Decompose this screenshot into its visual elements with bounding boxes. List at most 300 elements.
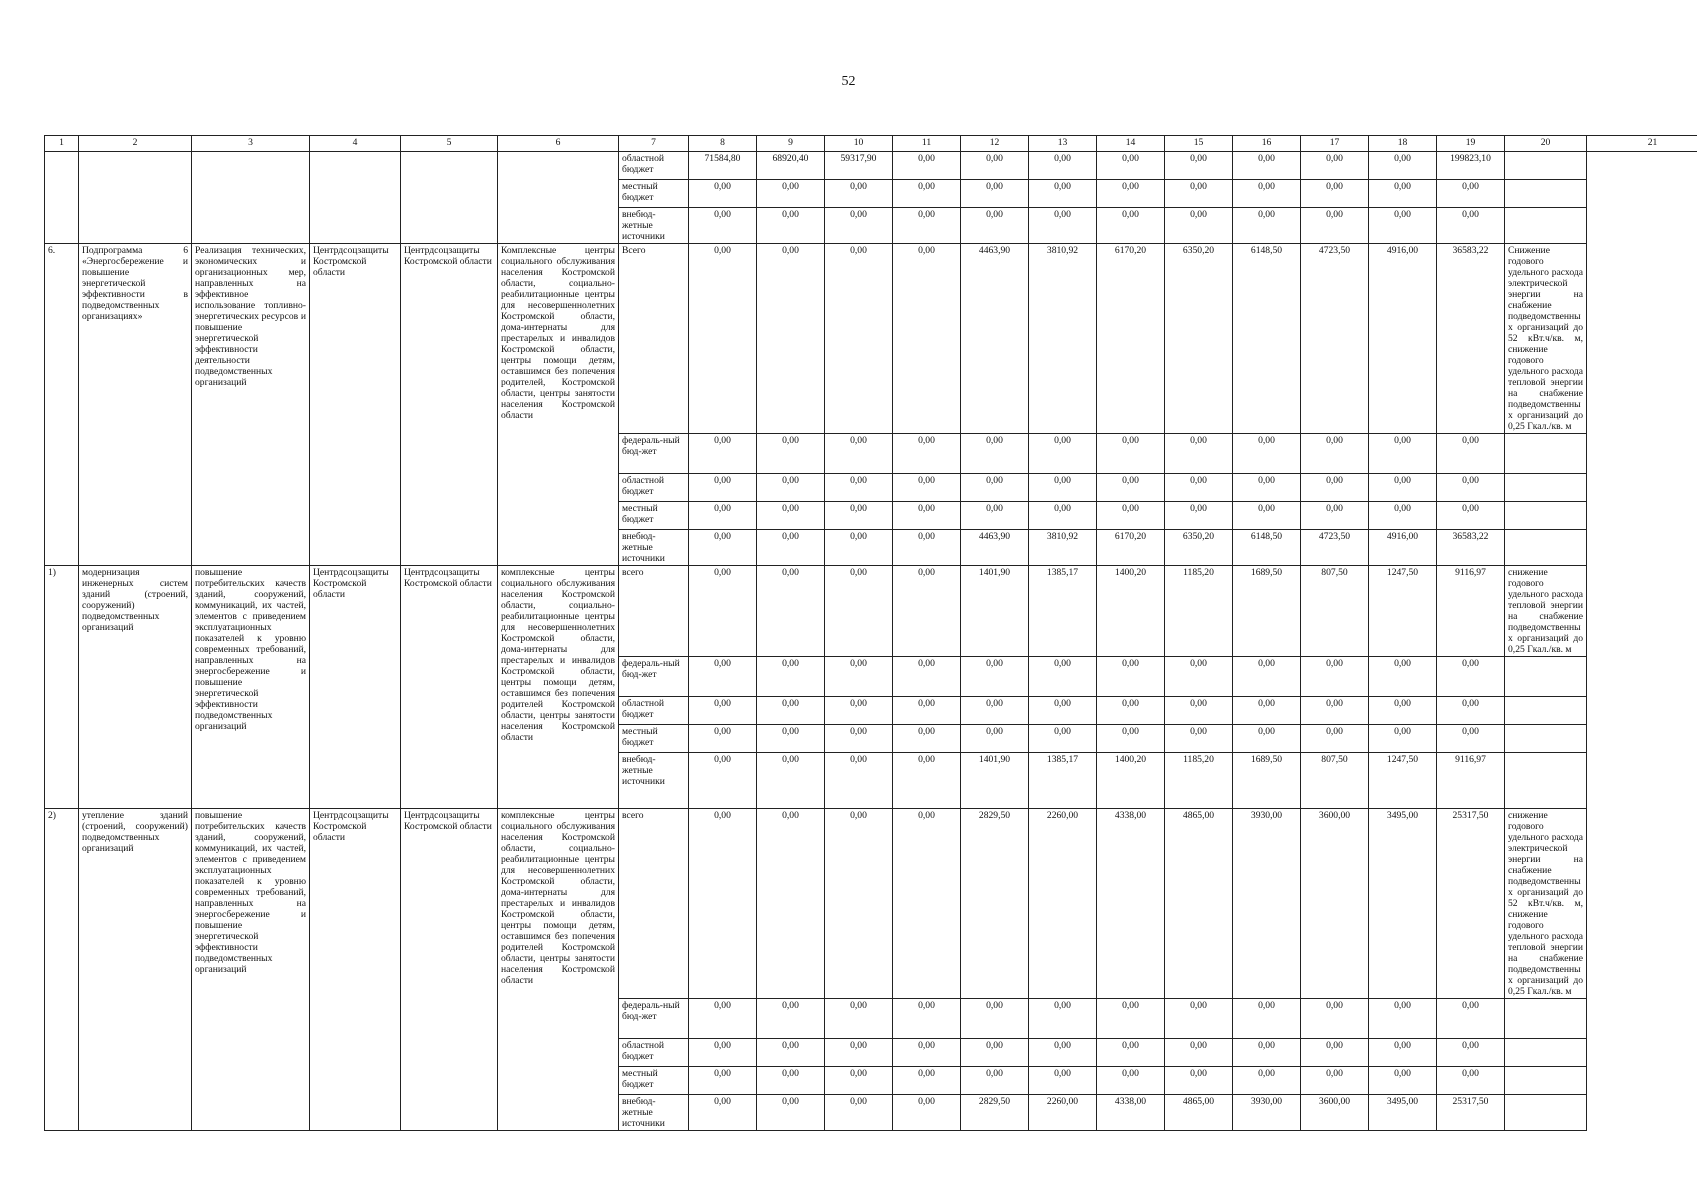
amount-cell: 0,00 <box>757 657 825 697</box>
amount-cell: 0,00 <box>1029 502 1097 530</box>
amount-cell: 6148,50 <box>1233 244 1301 434</box>
amount-cell: 0,00 <box>1097 180 1165 208</box>
amount-cell: 0,00 <box>757 809 825 999</box>
name-cell <box>79 152 192 244</box>
amount-cell: 0,00 <box>961 502 1029 530</box>
column-number: 12 <box>961 136 1029 152</box>
amount-cell: 0,00 <box>689 180 757 208</box>
item-name: утепление зданий (строений, сооружений) подведомственных организаций <box>79 809 192 1131</box>
amount-cell: 0,00 <box>757 725 825 753</box>
amount-cell: 0,00 <box>1233 434 1301 474</box>
amount-cell: 0,00 <box>1301 999 1369 1039</box>
activity-cell <box>192 152 310 244</box>
amount-cell: 0,00 <box>1165 697 1233 725</box>
amount-cell: 0,00 <box>1369 657 1437 697</box>
amount-cell: 0,00 <box>757 566 825 657</box>
amount-cell: 0,00 <box>1233 502 1301 530</box>
amount-cell: 0,00 <box>1165 180 1233 208</box>
amount-cell: 36583,22 <box>1437 530 1505 566</box>
amount-cell: 0,00 <box>825 809 893 999</box>
amount-cell: 0,00 <box>961 697 1029 725</box>
amount-cell: 3810,92 <box>1029 530 1097 566</box>
amount-cell: 0,00 <box>1437 999 1505 1039</box>
column-number: 8 <box>689 136 757 152</box>
amount-cell: 0,00 <box>825 566 893 657</box>
amount-cell: 0,00 <box>893 697 961 725</box>
amount-cell: 0,00 <box>1097 697 1165 725</box>
amount-cell: 0,00 <box>689 753 757 809</box>
amount-cell: 0,00 <box>825 999 893 1039</box>
funding-source: местный бюджет <box>619 502 689 530</box>
amount-cell: 0,00 <box>1369 474 1437 502</box>
amount-cell: 0,00 <box>825 208 893 244</box>
amount-cell: 0,00 <box>961 725 1029 753</box>
amount-cell: 2260,00 <box>1029 809 1097 999</box>
amount-cell: 0,00 <box>1301 697 1369 725</box>
amount-cell: 0,00 <box>893 1067 961 1095</box>
amount-cell: 0,00 <box>961 208 1029 244</box>
amount-cell: 0,00 <box>757 474 825 502</box>
amount-cell: 4463,90 <box>961 530 1029 566</box>
amount-cell: 0,00 <box>1029 434 1097 474</box>
amount-cell: 4338,00 <box>1097 1095 1165 1131</box>
column-number: 14 <box>1097 136 1165 152</box>
item-activity: повышение потребительских качеств зданий, сооружений, коммуникаций, их частей, элементов с приведением эксплуатационных показателей к уровню современных требований, направленных на энергосбережение и повышение энергетической эффективности подведомственных организаций <box>192 566 310 809</box>
amount-cell: 0,00 <box>757 999 825 1039</box>
column-number: 4 <box>310 136 401 152</box>
column-number: 6 <box>498 136 619 152</box>
amount-cell: 0,00 <box>1165 152 1233 180</box>
column-number: 19 <box>1437 136 1505 152</box>
amount-cell: 59317,90 <box>825 152 893 180</box>
amount-cell: 3930,00 <box>1233 1095 1301 1131</box>
amount-cell: 0,00 <box>1437 208 1505 244</box>
amount-cell: 0,00 <box>825 434 893 474</box>
amount-cell: 0,00 <box>961 474 1029 502</box>
amount-cell: 0,00 <box>689 208 757 244</box>
funding-source: местный бюджет <box>619 1067 689 1095</box>
amount-cell: 0,00 <box>1165 999 1233 1039</box>
amount-cell: 0,00 <box>1165 208 1233 244</box>
amount-cell: 0,00 <box>757 697 825 725</box>
amount-cell: 3600,00 <box>1301 809 1369 999</box>
amount-cell: 0,00 <box>1233 657 1301 697</box>
amount-cell: 6170,20 <box>1097 244 1165 434</box>
funding-source: областной бюджет <box>619 152 689 180</box>
item-executor: Центрдсоцзащиты Костромской области <box>310 566 401 809</box>
amount-cell: 3495,00 <box>1369 809 1437 999</box>
amount-cell: 0,00 <box>825 697 893 725</box>
amount-cell: 0,00 <box>1097 208 1165 244</box>
column-number: 18 <box>1369 136 1437 152</box>
amount-cell: 0,00 <box>1097 999 1165 1039</box>
amount-cell: 25317,50 <box>1437 809 1505 999</box>
item-number: 6. <box>45 244 79 566</box>
amount-cell: 0,00 <box>825 502 893 530</box>
amount-cell: 0,00 <box>1029 208 1097 244</box>
amount-cell: 4723,50 <box>1301 244 1369 434</box>
amount-cell: 0,00 <box>961 1067 1029 1095</box>
amount-cell: 0,00 <box>1165 474 1233 502</box>
result-cell <box>1505 999 1587 1039</box>
funding-source: федераль-ный бюд-жет <box>619 999 689 1039</box>
amount-cell: 4338,00 <box>1097 809 1165 999</box>
amount-cell: 0,00 <box>1233 180 1301 208</box>
amount-cell: 0,00 <box>1437 1067 1505 1095</box>
amount-cell: 0,00 <box>757 244 825 434</box>
amount-cell: 6350,20 <box>1165 244 1233 434</box>
amount-cell: 0,00 <box>893 657 961 697</box>
amount-cell: 1185,20 <box>1165 753 1233 809</box>
amount-cell: 0,00 <box>757 1095 825 1131</box>
amount-cell: 36583,22 <box>1437 244 1505 434</box>
amount-cell: 0,00 <box>825 1095 893 1131</box>
funding-source: местный бюджет <box>619 180 689 208</box>
result-cell <box>1505 502 1587 530</box>
funding-source: Всего <box>619 244 689 434</box>
amount-cell: 0,00 <box>1437 697 1505 725</box>
amount-cell: 0,00 <box>1165 725 1233 753</box>
column-number: 5 <box>401 136 498 152</box>
amount-cell: 0,00 <box>1301 725 1369 753</box>
executor-cell <box>310 152 401 244</box>
amount-cell: 0,00 <box>1097 1067 1165 1095</box>
amount-cell: 0,00 <box>689 566 757 657</box>
amount-cell: 0,00 <box>961 1039 1029 1067</box>
amount-cell: 0,00 <box>689 502 757 530</box>
amount-cell: 0,00 <box>893 753 961 809</box>
funding-source: федераль-ный бюд-жет <box>619 434 689 474</box>
result-cell <box>1505 697 1587 725</box>
amount-cell: 0,00 <box>961 152 1029 180</box>
amount-cell: 0,00 <box>757 434 825 474</box>
amount-cell: 9116,97 <box>1437 753 1505 809</box>
amount-cell: 0,00 <box>1369 208 1437 244</box>
table-row <box>45 244 1697 434</box>
item-activity: Реализация технических, экономических и организационных мер, направленных на эффективное использование топливно-энергетических ресурсов и повышение энергетической эффективности деятельности подведомственных организаций <box>192 244 310 566</box>
funding-source: внебюд-жетные источники <box>619 208 689 244</box>
amount-cell: 1689,50 <box>1233 753 1301 809</box>
amount-cell: 0,00 <box>1029 152 1097 180</box>
amount-cell: 0,00 <box>1233 474 1301 502</box>
amount-cell: 9116,97 <box>1437 566 1505 657</box>
amount-cell: 0,00 <box>1437 474 1505 502</box>
amount-cell: 0,00 <box>1029 657 1097 697</box>
column-number: 11 <box>893 136 961 152</box>
program-table <box>44 135 1697 1131</box>
amount-cell: 3600,00 <box>1301 1095 1369 1131</box>
amount-cell: 0,00 <box>1301 502 1369 530</box>
amount-cell: 0,00 <box>1233 1039 1301 1067</box>
amount-cell: 0,00 <box>1233 152 1301 180</box>
amount-cell: 0,00 <box>893 725 961 753</box>
amount-cell: 807,50 <box>1301 566 1369 657</box>
amount-cell: 0,00 <box>689 530 757 566</box>
table-row <box>45 809 1697 999</box>
amount-cell: 0,00 <box>689 725 757 753</box>
column-number: 10 <box>825 136 893 152</box>
amount-cell: 1185,20 <box>1165 566 1233 657</box>
amount-cell: 0,00 <box>1097 657 1165 697</box>
amount-cell: 4463,90 <box>961 244 1029 434</box>
amount-cell: 0,00 <box>1301 1039 1369 1067</box>
column-number-row <box>45 136 1697 152</box>
amount-cell: 0,00 <box>689 1067 757 1095</box>
amount-cell: 0,00 <box>1097 502 1165 530</box>
funding-source: местный бюджет <box>619 725 689 753</box>
amount-cell: 0,00 <box>961 999 1029 1039</box>
amount-cell: 0,00 <box>1097 725 1165 753</box>
amount-cell: 1385,17 <box>1029 753 1097 809</box>
amount-cell: 0,00 <box>1369 1067 1437 1095</box>
item-number: 1) <box>45 566 79 809</box>
amount-cell: 1401,90 <box>961 566 1029 657</box>
amount-cell: 0,00 <box>1301 474 1369 502</box>
amount-cell: 0,00 <box>1301 208 1369 244</box>
funding-source: внебюд-жетные источники <box>619 753 689 809</box>
column-number: 9 <box>757 136 825 152</box>
amount-cell: 0,00 <box>893 434 961 474</box>
amount-cell: 0,00 <box>689 1039 757 1067</box>
amount-cell: 0,00 <box>1437 725 1505 753</box>
amount-cell: 0,00 <box>1437 180 1505 208</box>
amount-cell: 0,00 <box>1369 152 1437 180</box>
amount-cell: 0,00 <box>893 152 961 180</box>
amount-cell: 0,00 <box>893 1039 961 1067</box>
item-recipients: комплексные центры социального обслуживания населения Костромской области, социально-реабилитационные центры для несовершеннолетних Костромской области, дома-интернаты для престарелых и инвалидов Костромской области, центры помощи детям, оставшимся без попечения родителей Костромской области, центры занятости населения Костромской области <box>498 809 619 1131</box>
amount-cell: 0,00 <box>1369 1039 1437 1067</box>
table-body <box>45 152 1697 1131</box>
amount-cell: 0,00 <box>893 999 961 1039</box>
amount-cell: 0,00 <box>825 530 893 566</box>
amount-cell: 25317,50 <box>1437 1095 1505 1131</box>
funding-source: внебюд-жетные источники <box>619 530 689 566</box>
amount-cell: 0,00 <box>825 1039 893 1067</box>
amount-cell: 6170,20 <box>1097 530 1165 566</box>
amount-cell: 6350,20 <box>1165 530 1233 566</box>
amount-cell: 0,00 <box>1437 1039 1505 1067</box>
amount-cell: 0,00 <box>1029 1039 1097 1067</box>
item-participant: Центрдсоцзащиты Костромской области <box>401 809 498 1131</box>
item-result: Снижение годового удельного расхода электрической энергии на снабжение подведомственных организаций до 52 кВт.ч/кв. м, снижение годового удельного расхода тепловой энергии на снабжение подведомственных организаций до 0,25 Гкал./кв. м <box>1505 244 1587 434</box>
amount-cell: 0,00 <box>1369 434 1437 474</box>
column-number: 1 <box>45 136 79 152</box>
column-number: 15 <box>1165 136 1233 152</box>
amount-cell: 6148,50 <box>1233 530 1301 566</box>
amount-cell: 0,00 <box>1369 697 1437 725</box>
amount-cell: 0,00 <box>1437 502 1505 530</box>
funding-source: областной бюджет <box>619 474 689 502</box>
amount-cell: 0,00 <box>689 657 757 697</box>
item-executor: Центрдсоцзащиты Костромской области <box>310 244 401 566</box>
page-number: 52 <box>841 74 856 89</box>
recipients-cell <box>498 152 619 244</box>
result-cell <box>1505 434 1587 474</box>
amount-cell: 0,00 <box>893 566 961 657</box>
result-cell <box>1505 657 1587 697</box>
amount-cell: 0,00 <box>961 434 1029 474</box>
amount-cell: 0,00 <box>1369 180 1437 208</box>
amount-cell: 0,00 <box>1029 697 1097 725</box>
amount-cell: 0,00 <box>689 809 757 999</box>
amount-cell: 0,00 <box>1437 657 1505 697</box>
amount-cell: 1401,90 <box>961 753 1029 809</box>
amount-cell: 0,00 <box>757 753 825 809</box>
amount-cell: 1385,17 <box>1029 566 1097 657</box>
item-recipients: комплексные центры социального обслуживания населения Костромской области, социально-реабилитационные центры для несовершеннолетних Костромской области, дома-интернаты для престарелых и инвалидов Костромской области, центры помощи детям, оставшимся без попечения родителей Костромской области, центры занятости населения Костромской области <box>498 566 619 809</box>
amount-cell: 1689,50 <box>1233 566 1301 657</box>
column-number: 20 <box>1505 136 1587 152</box>
amount-cell: 807,50 <box>1301 753 1369 809</box>
amount-cell: 0,00 <box>689 697 757 725</box>
amount-cell: 0,00 <box>757 1067 825 1095</box>
amount-cell: 0,00 <box>825 180 893 208</box>
item-executor: Центрдсоцзащиты Костромской области <box>310 809 401 1131</box>
amount-cell: 0,00 <box>893 474 961 502</box>
amount-cell: 0,00 <box>893 502 961 530</box>
amount-cell: 0,00 <box>757 530 825 566</box>
column-number: 16 <box>1233 136 1301 152</box>
amount-cell: 0,00 <box>893 809 961 999</box>
column-number: 17 <box>1301 136 1369 152</box>
amount-cell: 2829,50 <box>961 1095 1029 1131</box>
result-cell <box>1505 180 1587 208</box>
amount-cell: 0,00 <box>689 1095 757 1131</box>
amount-cell: 0,00 <box>1029 180 1097 208</box>
amount-cell: 0,00 <box>757 1039 825 1067</box>
amount-cell: 0,00 <box>1097 434 1165 474</box>
item-activity: повышение потребительских качеств зданий, сооружений, коммуникаций, их частей, элементов с приведением эксплуатационных показателей к уровню современных требований, направленных на энергосбережение и повышение энергетической эффективности подведомственных организаций <box>192 809 310 1131</box>
funding-source: всего <box>619 566 689 657</box>
amount-cell: 0,00 <box>825 753 893 809</box>
amount-cell: 0,00 <box>1165 1067 1233 1095</box>
amount-cell: 4916,00 <box>1369 530 1437 566</box>
amount-cell: 0,00 <box>1369 725 1437 753</box>
amount-cell: 0,00 <box>825 474 893 502</box>
amount-cell: 0,00 <box>893 1095 961 1131</box>
amount-cell: 2260,00 <box>1029 1095 1097 1131</box>
result-cell <box>1505 1067 1587 1095</box>
amount-cell: 0,00 <box>1233 697 1301 725</box>
amount-cell: 0,00 <box>961 180 1029 208</box>
amount-cell: 1400,20 <box>1097 753 1165 809</box>
amount-cell: 0,00 <box>961 657 1029 697</box>
column-number: 13 <box>1029 136 1097 152</box>
funding-source: внебюд-жетные источники <box>619 1095 689 1131</box>
amount-cell: 0,00 <box>1097 474 1165 502</box>
amount-cell: 0,00 <box>1233 999 1301 1039</box>
item-number: 2) <box>45 809 79 1131</box>
amount-cell: 0,00 <box>1301 657 1369 697</box>
amount-cell: 0,00 <box>1369 999 1437 1039</box>
funding-source: федераль-ный бюд-жет <box>619 657 689 697</box>
column-number: 21 <box>1587 136 1697 152</box>
amount-cell: 0,00 <box>1369 502 1437 530</box>
column-number: 2 <box>79 136 192 152</box>
amount-cell: 1247,50 <box>1369 566 1437 657</box>
item-name: модернизация инженерных систем зданий (строений, сооружений) подведомственных организаций <box>79 566 192 809</box>
amount-cell: 0,00 <box>1029 999 1097 1039</box>
result-cell <box>1505 753 1587 809</box>
amount-cell: 0,00 <box>1165 434 1233 474</box>
amount-cell: 4916,00 <box>1369 244 1437 434</box>
amount-cell: 0,00 <box>825 725 893 753</box>
amount-cell: 0,00 <box>1301 434 1369 474</box>
amount-cell: 0,00 <box>893 244 961 434</box>
item-result: снижение годового удельного расхода электрической энергии на снабжение подведомственных организаций до 52 кВт.ч/кв. м, снижение годового удельного расхода тепловой энергии на снабжение подведомственных организаций до 0,25 Гкал./кв. м <box>1505 809 1587 999</box>
table-row <box>45 566 1697 657</box>
item-participant: Центрдсоцзащиты Костромской области <box>401 244 498 566</box>
amount-cell: 0,00 <box>1233 1067 1301 1095</box>
amount-cell: 0,00 <box>689 244 757 434</box>
amount-cell: 1400,20 <box>1097 566 1165 657</box>
result-cell <box>1505 1095 1587 1131</box>
amount-cell: 0,00 <box>757 502 825 530</box>
amount-cell: 0,00 <box>1097 1039 1165 1067</box>
amount-cell: 3930,00 <box>1233 809 1301 999</box>
amount-cell: 0,00 <box>1301 1067 1369 1095</box>
amount-cell: 2829,50 <box>961 809 1029 999</box>
item-participant: Центрдсоцзащиты Костромской области <box>401 566 498 809</box>
column-number: 3 <box>192 136 310 152</box>
amount-cell: 4865,00 <box>1165 809 1233 999</box>
amount-cell: 0,00 <box>825 1067 893 1095</box>
amount-cell: 199823,10 <box>1437 152 1505 180</box>
funding-source: всего <box>619 809 689 999</box>
amount-cell: 0,00 <box>689 999 757 1039</box>
item-recipients: Комплексные центры социального обслуживания населения Костромской области, социально-реабилитационные центры для несовершеннолетних Костромской области, дома-интернаты для престарелых и инвалидов Костромской области, центры помощи детям, оставшимся без попечения родителей, Костромской области, центры занятости населения Костромской области <box>498 244 619 566</box>
amount-cell: 0,00 <box>893 530 961 566</box>
no-cell <box>45 152 79 244</box>
result-cell <box>1505 208 1587 244</box>
result-cell <box>1505 1039 1587 1067</box>
amount-cell: 0,00 <box>1165 657 1233 697</box>
amount-cell: 0,00 <box>1029 725 1097 753</box>
funding-source: областной бюджет <box>619 697 689 725</box>
amount-cell: 0,00 <box>1233 725 1301 753</box>
amount-cell: 0,00 <box>825 244 893 434</box>
amount-cell: 0,00 <box>825 657 893 697</box>
item-name: Подпрограмма 6 «Энергосбережение и повышение энергетической эффективности в подведомственных организациях» <box>79 244 192 566</box>
amount-cell: 0,00 <box>1029 474 1097 502</box>
result-cell <box>1505 530 1587 566</box>
amount-cell: 4723,50 <box>1301 530 1369 566</box>
amount-cell: 0,00 <box>1097 152 1165 180</box>
amount-cell: 68920,40 <box>757 152 825 180</box>
funding-source: областной бюджет <box>619 1039 689 1067</box>
amount-cell: 1247,50 <box>1369 753 1437 809</box>
amount-cell: 0,00 <box>1233 208 1301 244</box>
amount-cell: 3810,92 <box>1029 244 1097 434</box>
amount-cell: 0,00 <box>893 208 961 244</box>
amount-cell: 0,00 <box>757 208 825 244</box>
amount-cell: 0,00 <box>689 434 757 474</box>
amount-cell: 71584,80 <box>689 152 757 180</box>
table-row <box>45 152 1697 180</box>
column-number: 7 <box>619 136 689 152</box>
amount-cell: 0,00 <box>689 474 757 502</box>
amount-cell: 0,00 <box>1437 434 1505 474</box>
result-cell <box>1505 152 1587 180</box>
amount-cell: 0,00 <box>1301 152 1369 180</box>
item-result: снижение годового удельного расхода тепловой энергии на снабжение подведомственных организаций до 0,25 Гкал./кв. м <box>1505 566 1587 657</box>
amount-cell: 0,00 <box>1301 180 1369 208</box>
amount-cell: 4865,00 <box>1165 1095 1233 1131</box>
participant-cell <box>401 152 498 244</box>
amount-cell: 0,00 <box>757 180 825 208</box>
amount-cell: 0,00 <box>1029 1067 1097 1095</box>
result-cell <box>1505 725 1587 753</box>
